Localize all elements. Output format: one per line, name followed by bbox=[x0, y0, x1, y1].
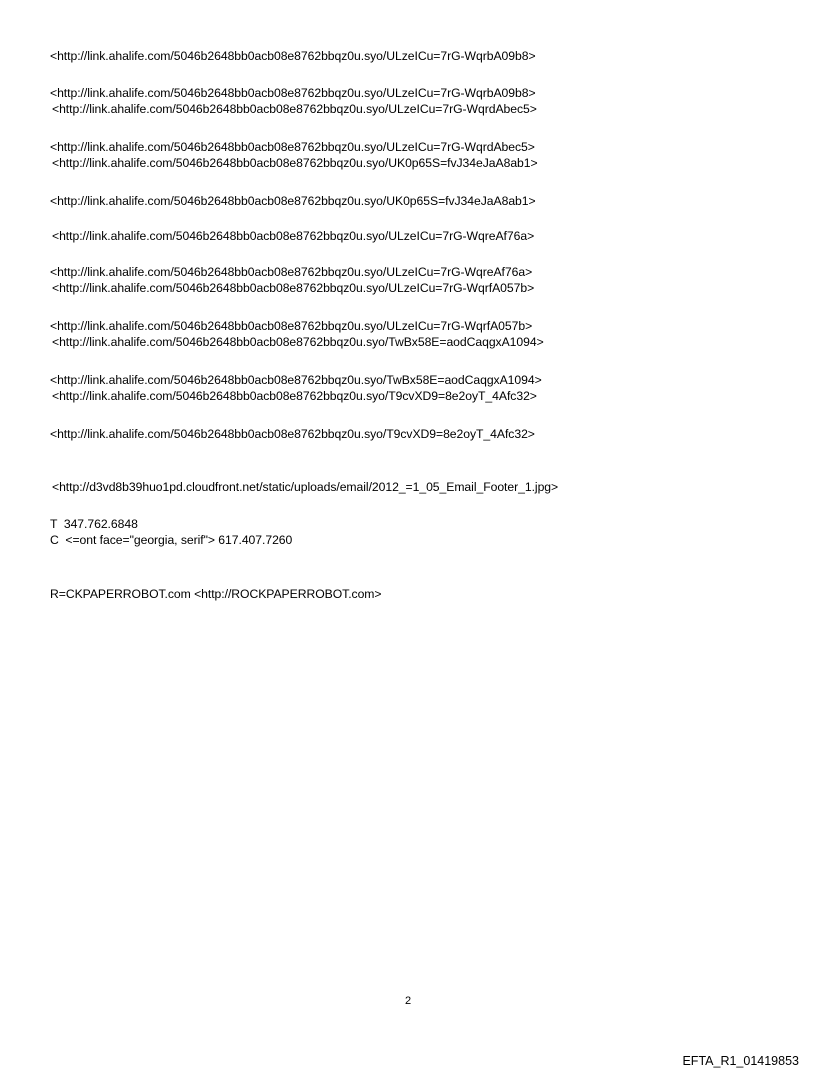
text-line: R=CKPAPERROBOT.com <http://ROCKPAPERROBOT.com> bbox=[50, 587, 382, 601]
text-line: <http://link.ahalife.com/5046b2648bb0acb08e8762bbqz0u.syo/ULzeICu=7rG-WqrbA09b8> bbox=[50, 86, 536, 100]
text-line: <http://link.ahalife.com/5046b2648bb0acb08e8762bbqz0u.syo/ULzeICu=7rG-WqrfA057b> bbox=[52, 281, 535, 295]
page-number: 2 bbox=[404, 995, 412, 1007]
text-line: <http://link.ahalife.com/5046b2648bb0acb08e8762bbqz0u.syo/ULzeICu=7rG-WqrbA09b8> bbox=[50, 49, 536, 63]
text-line: <http://link.ahalife.com/5046b2648bb0acb08e8762bbqz0u.syo/ULzeICu=7rG-WqreAf76a> bbox=[52, 229, 535, 243]
text-line: <http://link.ahalife.com/5046b2648bb0acb08e8762bbqz0u.syo/TwBx58E=aodCaqgxA1094> bbox=[50, 373, 542, 387]
text-line: <http://link.ahalife.com/5046b2648bb0acb08e8762bbqz0u.syo/ULzeICu=7rG-WqrdAbec5> bbox=[50, 140, 535, 154]
text-line: <http://link.ahalife.com/5046b2648bb0acb08e8762bbqz0u.syo/UK0p65S=fvJ34eJaA8ab1> bbox=[52, 156, 538, 170]
phone-line: C <=ont face="georgia, serif"> 617.407.7260 bbox=[50, 533, 293, 547]
text-line: <http://link.ahalife.com/5046b2648bb0acb08e8762bbqz0u.syo/ULzeICu=7rG-WqreAf76a> bbox=[50, 265, 533, 279]
text-line: <http://link.ahalife.com/5046b2648bb0acb08e8762bbqz0u.syo/UK0p65S=fvJ34eJaA8ab1> bbox=[50, 194, 536, 208]
text-line: <http://link.ahalife.com/5046b2648bb0acb08e8762bbqz0u.syo/ULzeICu=7rG-WqrdAbec5> bbox=[52, 102, 537, 116]
text-line: <http://link.ahalife.com/5046b2648bb0acb08e8762bbqz0u.syo/T9cvXD9=8e2oyT_4Afc32> bbox=[52, 389, 537, 403]
text-line: <http://link.ahalife.com/5046b2648bb0acb08e8762bbqz0u.syo/TwBx58E=aodCaqgxA1094> bbox=[52, 335, 544, 349]
text-line: <http://d3vd8b39huo1pd.cloudfront.net/static/uploads/email/2012_=1_05_Email_Footer_1.jpg> bbox=[52, 480, 559, 494]
text-line: <http://link.ahalife.com/5046b2648bb0acb08e8762bbqz0u.syo/ULzeICu=7rG-WqrfA057b> bbox=[50, 319, 533, 333]
text-line: <http://link.ahalife.com/5046b2648bb0acb08e8762bbqz0u.syo/T9cvXD9=8e2oyT_4Afc32> bbox=[50, 427, 535, 441]
phone-line: T 347.762.6848 bbox=[50, 517, 138, 531]
document-id: EFTA_R1_01419853 bbox=[682, 1054, 799, 1068]
